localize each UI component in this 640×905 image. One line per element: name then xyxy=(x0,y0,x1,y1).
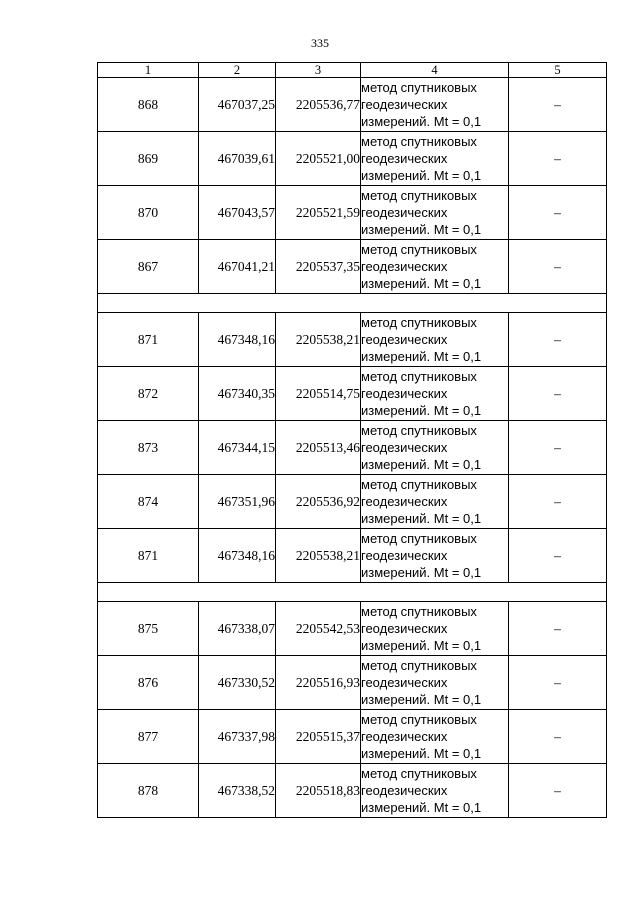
table-row xyxy=(98,240,607,294)
method-line: метод спутниковых xyxy=(361,765,477,781)
method-line: метод спутниковых xyxy=(361,314,477,330)
column-header-3: 3 xyxy=(276,63,361,78)
method-line: метод спутниковых xyxy=(361,133,477,149)
column-header-5: 5 xyxy=(509,63,607,78)
note-cell: – xyxy=(509,710,607,764)
method-line: измерений. Mt = 0,1 xyxy=(361,565,482,581)
note-cell: – xyxy=(509,78,607,132)
method-line: метод спутниковых xyxy=(361,368,477,384)
point-number-cell: 870 xyxy=(98,186,199,240)
note-cell: – xyxy=(509,367,607,421)
table-row xyxy=(98,602,607,656)
method-cell xyxy=(361,240,509,294)
point-number-cell: 877 xyxy=(98,710,199,764)
coordinate-y-cell: 2205536,92 xyxy=(276,475,361,529)
coordinate-x-cell: 467037,25 xyxy=(199,78,276,132)
page-number: 335 xyxy=(311,36,329,50)
table-row xyxy=(98,475,607,529)
method-line: метод спутниковых xyxy=(361,241,477,257)
coordinate-x-cell: 467338,52 xyxy=(199,764,276,818)
method-cell xyxy=(361,132,509,186)
note-cell: – xyxy=(509,764,607,818)
coordinate-y-cell: 2205536,77 xyxy=(276,78,361,132)
method-line: измерений. Mt = 0,1 xyxy=(361,511,482,527)
method-line: геодезических xyxy=(361,547,448,563)
method-line: геодезических xyxy=(361,150,448,166)
method-line: измерений. Mt = 0,1 xyxy=(361,692,482,708)
coordinate-x-cell: 467348,16 xyxy=(199,529,276,583)
coordinate-y-cell: 2205521,00 xyxy=(276,132,361,186)
note-cell: – xyxy=(509,132,607,186)
group-separator-cell xyxy=(98,583,607,602)
point-number-cell: 873 xyxy=(98,421,199,475)
table-row xyxy=(98,656,607,710)
method-line: измерений. Mt = 0,1 xyxy=(361,276,482,292)
point-number-cell: 878 xyxy=(98,764,199,818)
coordinate-x-cell: 467351,96 xyxy=(199,475,276,529)
method-line: измерений. Mt = 0,1 xyxy=(361,349,482,365)
table-row xyxy=(98,764,607,818)
method-line: метод спутниковых xyxy=(361,657,477,673)
method-cell xyxy=(361,764,509,818)
method-cell xyxy=(361,421,509,475)
note-cell: – xyxy=(509,656,607,710)
coordinate-y-cell: 2205513,46 xyxy=(276,421,361,475)
method-line: геодезических xyxy=(361,258,448,274)
method-line: измерений. Mt = 0,1 xyxy=(361,746,482,762)
coordinate-y-cell: 2205516,93 xyxy=(276,656,361,710)
method-cell xyxy=(361,656,509,710)
column-header-4: 4 xyxy=(361,63,509,78)
group-separator-cell xyxy=(98,294,607,313)
method-cell xyxy=(361,78,509,132)
table-row xyxy=(98,421,607,475)
point-number-cell: 872 xyxy=(98,367,199,421)
method-line: геодезических xyxy=(361,493,448,509)
method-line: измерений. Mt = 0,1 xyxy=(361,800,482,816)
method-cell xyxy=(361,186,509,240)
coordinate-y-cell: 2205542,53 xyxy=(276,602,361,656)
table-row xyxy=(98,78,607,132)
point-number-cell: 875 xyxy=(98,602,199,656)
coordinate-x-cell: 467041,21 xyxy=(199,240,276,294)
method-cell xyxy=(361,710,509,764)
table-row xyxy=(98,132,607,186)
method-line: геодезических xyxy=(361,439,448,455)
note-cell: – xyxy=(509,602,607,656)
method-line: измерений. Mt = 0,1 xyxy=(361,114,482,130)
header-row xyxy=(98,63,607,78)
column-header-1: 1 xyxy=(98,63,199,78)
coordinate-y-cell: 2205521,59 xyxy=(276,186,361,240)
method-cell xyxy=(361,367,509,421)
coordinate-x-cell: 467344,15 xyxy=(199,421,276,475)
point-number-cell: 871 xyxy=(98,313,199,367)
method-line: метод спутниковых xyxy=(361,530,477,546)
table-body xyxy=(98,63,607,818)
coordinate-x-cell: 467338,07 xyxy=(199,602,276,656)
method-line: метод спутниковых xyxy=(361,711,477,727)
method-line: геодезических xyxy=(361,620,448,636)
coordinate-y-cell: 2205518,83 xyxy=(276,764,361,818)
method-cell xyxy=(361,529,509,583)
method-line: метод спутниковых xyxy=(361,79,477,95)
table-row xyxy=(98,710,607,764)
method-line: метод спутниковых xyxy=(361,422,477,438)
coordinate-x-cell: 467340,35 xyxy=(199,367,276,421)
method-line: метод спутниковых xyxy=(361,187,477,203)
point-number-cell: 869 xyxy=(98,132,199,186)
table-row xyxy=(98,529,607,583)
method-line: геодезических xyxy=(361,204,448,220)
coordinates-table xyxy=(97,62,607,818)
method-cell xyxy=(361,602,509,656)
method-cell xyxy=(361,475,509,529)
method-line: измерений. Mt = 0,1 xyxy=(361,638,482,654)
coordinate-x-cell: 467348,16 xyxy=(199,313,276,367)
note-cell: – xyxy=(509,529,607,583)
method-line: измерений. Mt = 0,1 xyxy=(361,222,482,238)
method-line: измерений. Mt = 0,1 xyxy=(361,403,482,419)
group-separator-row xyxy=(98,294,607,313)
point-number-cell: 874 xyxy=(98,475,199,529)
coordinate-x-cell: 467337,98 xyxy=(199,710,276,764)
method-line: геодезических xyxy=(361,385,448,401)
coordinate-y-cell: 2205514,75 xyxy=(276,367,361,421)
point-number-cell: 876 xyxy=(98,656,199,710)
method-line: измерений. Mt = 0,1 xyxy=(361,168,482,184)
note-cell: – xyxy=(509,186,607,240)
note-cell: – xyxy=(509,421,607,475)
point-number-cell: 867 xyxy=(98,240,199,294)
note-cell: – xyxy=(509,475,607,529)
method-line: геодезических xyxy=(361,96,448,112)
coordinate-y-cell: 2205537,35 xyxy=(276,240,361,294)
method-line: геодезических xyxy=(361,782,448,798)
table-row xyxy=(98,367,607,421)
method-line: метод спутниковых xyxy=(361,603,477,619)
table-row xyxy=(98,313,607,367)
coordinate-y-cell: 2205538,21 xyxy=(276,529,361,583)
coordinate-x-cell: 467330,52 xyxy=(199,656,276,710)
method-cell xyxy=(361,313,509,367)
method-line: геодезических xyxy=(361,674,448,690)
method-line: геодезических xyxy=(361,728,448,744)
method-line: геодезических xyxy=(361,331,448,347)
note-cell: – xyxy=(509,240,607,294)
coordinate-x-cell: 467043,57 xyxy=(199,186,276,240)
point-number-cell: 868 xyxy=(98,78,199,132)
coordinate-y-cell: 2205515,37 xyxy=(276,710,361,764)
note-cell: – xyxy=(509,313,607,367)
method-line: измерений. Mt = 0,1 xyxy=(361,457,482,473)
method-line: метод спутниковых xyxy=(361,476,477,492)
coordinate-x-cell: 467039,61 xyxy=(199,132,276,186)
coordinate-y-cell: 2205538,21 xyxy=(276,313,361,367)
table-row xyxy=(98,186,607,240)
point-number-cell: 871 xyxy=(98,529,199,583)
group-separator-row xyxy=(98,583,607,602)
column-header-2: 2 xyxy=(199,63,276,78)
